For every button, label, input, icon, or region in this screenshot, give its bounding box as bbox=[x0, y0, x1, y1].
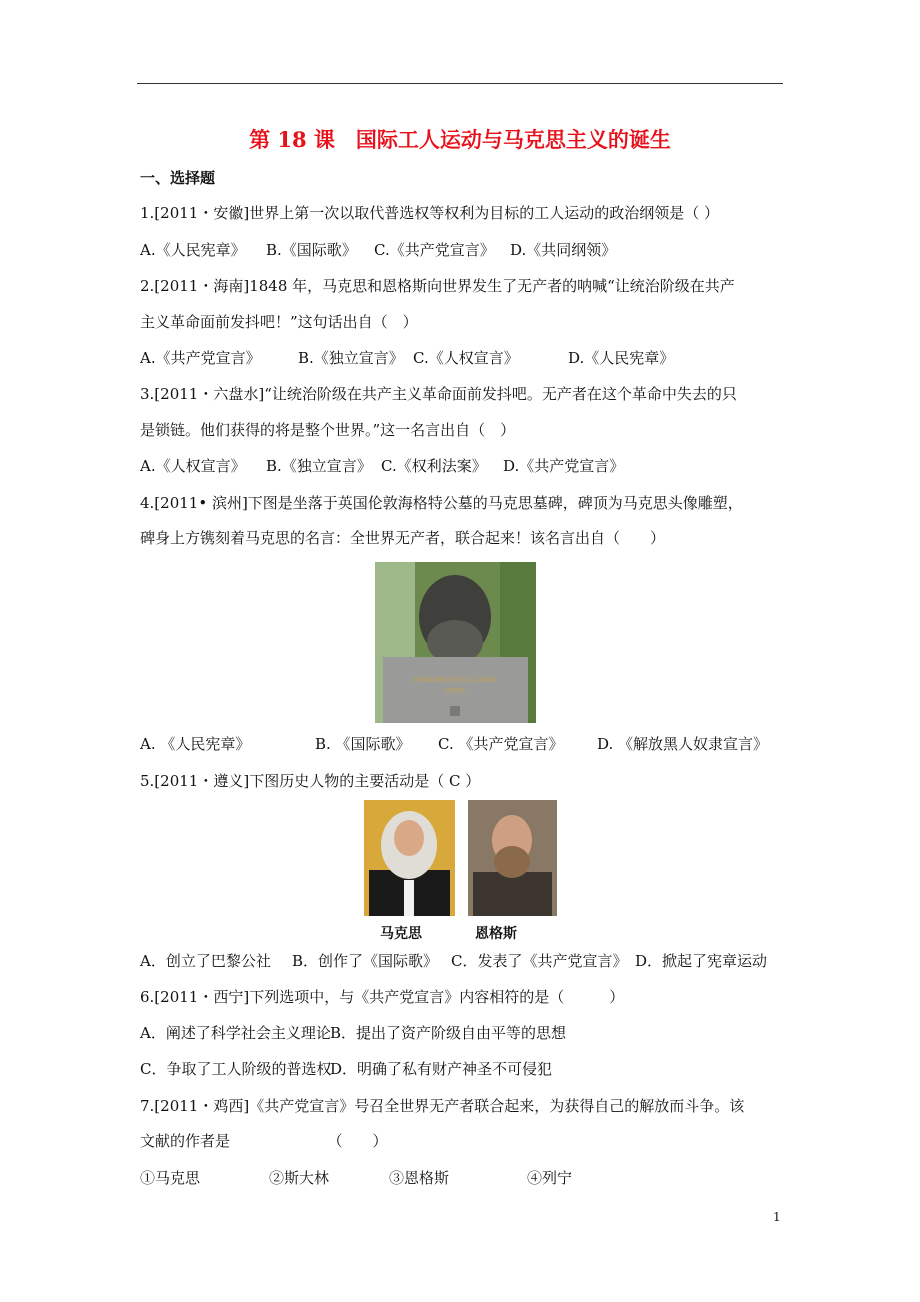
q4-option-c: C. 《共产党宣言》 bbox=[438, 735, 564, 753]
question-2-line-1: 2.[2011・海南]1848 年，马克思和恩格斯向世界发生了无产者的呐喊“让统治阶级在共产 bbox=[140, 277, 735, 295]
q6-option-b: B．提出了资产阶级自由平等的思想 bbox=[330, 1024, 567, 1042]
q5-option-c: C．发表了《共产党宣言》 bbox=[451, 952, 628, 970]
q4-option-b: B. 《国际歌》 bbox=[315, 735, 411, 753]
question-3-line-2: 是锁链。他们获得的将是整个世界。”这一名言出自（ ） bbox=[140, 421, 516, 439]
svg-text:WORKERS OF ALL LANDS: WORKERS OF ALL LANDS bbox=[413, 677, 497, 684]
q1-option-d: D.《共同纲领》 bbox=[510, 241, 617, 259]
question-5: 5.[2011・遵义]下图历史人物的主要活动是（ C ） bbox=[140, 772, 481, 790]
section-heading: 一、选择题 bbox=[140, 169, 216, 187]
svg-text:UNITE: UNITE bbox=[444, 688, 466, 695]
question-1: 1.[2011・安徽]世界上第一次以取代普选权等权利为目标的工人运动的政治纲领是（ ） bbox=[140, 204, 719, 222]
question-7-line-1: 7.[2011・鸡西]《共产党宣言》号召全世界无产者联合起来，为获得自己的解放而斗争。该 bbox=[140, 1097, 745, 1115]
marx-tomb-photo bbox=[375, 562, 536, 723]
header-rule bbox=[137, 83, 783, 84]
q4-option-a: A. 《人民宪章》 bbox=[140, 735, 251, 753]
q3-option-c: C.《权利法案》 bbox=[381, 457, 487, 475]
q7-option-2: ②斯大林 bbox=[269, 1169, 330, 1187]
question-7-line-2: 文献的作者是 （ ） bbox=[140, 1132, 388, 1150]
q5-option-a: A．创立了巴黎公社 bbox=[140, 952, 271, 970]
q6-option-c: C．争取了工人阶级的普选权 bbox=[140, 1060, 332, 1078]
caption-engels: 恩格斯 bbox=[475, 926, 517, 942]
q5-option-b: B．创作了《国际歌》 bbox=[292, 952, 439, 970]
q2-option-c: C.《人权宣言》 bbox=[413, 349, 519, 367]
question-6: 6.[2011・西宁]下列选项中，与《共产党宣言》内容相符的是（ ） bbox=[140, 988, 625, 1006]
lesson-title: 第 18 课 国际工人运动与马克思主义的诞生 bbox=[249, 127, 671, 152]
q6-option-d: D．明确了私有财产神圣不可侵犯 bbox=[330, 1060, 553, 1078]
q1-option-b: B.《国际歌》 bbox=[266, 241, 357, 259]
q1-option-a: A.《人民宪章》 bbox=[140, 241, 246, 259]
question-4-line-2: 碑身上方镌刻着马克思的名言：全世界无产者，联合起来！该名言出自（ ） bbox=[140, 529, 666, 547]
marx-portrait bbox=[364, 800, 455, 916]
q3-option-b: B.《独立宣言》 bbox=[266, 457, 372, 475]
caption-marx: 马克思 bbox=[380, 926, 422, 942]
q2-option-d: D.《人民宪章》 bbox=[568, 349, 675, 367]
question-4-line-1: 4.[2011• 滨州]下图是坐落于英国伦敦海格特公墓的马克思墓碑，碑顶为马克思头像雕塑， bbox=[140, 494, 743, 512]
engels-portrait bbox=[468, 800, 557, 916]
question-2-line-2: 主义革命面前发抖吧！”这句话出自（ ） bbox=[140, 313, 418, 331]
q5-option-d: D．掀起了宪章运动 bbox=[635, 952, 768, 970]
q7-option-3: ③恩格斯 bbox=[389, 1169, 450, 1187]
q6-option-a: A．阐述了科学社会主义理论 bbox=[140, 1024, 331, 1042]
question-3-line-1: 3.[2011・六盘水]“让统治阶级在共产主义革命面前发抖吧。无产者在这个革命中失去的只 bbox=[140, 385, 737, 403]
q7-option-4: ④列宁 bbox=[527, 1169, 573, 1187]
q7-option-1: ①马克思 bbox=[140, 1169, 201, 1187]
q4-option-d: D. 《解放黑人奴隶宣言》 bbox=[597, 735, 769, 753]
q2-option-b: B.《独立宣言》 bbox=[298, 349, 404, 367]
q1-option-c: C.《共产党宣言》 bbox=[374, 241, 495, 259]
page-number: 1 bbox=[773, 1210, 781, 1224]
q3-option-a: A.《人权宣言》 bbox=[140, 457, 246, 475]
q2-option-a: A.《共产党宣言》 bbox=[140, 349, 261, 367]
q3-option-d: D.《共产党宣言》 bbox=[503, 457, 625, 475]
